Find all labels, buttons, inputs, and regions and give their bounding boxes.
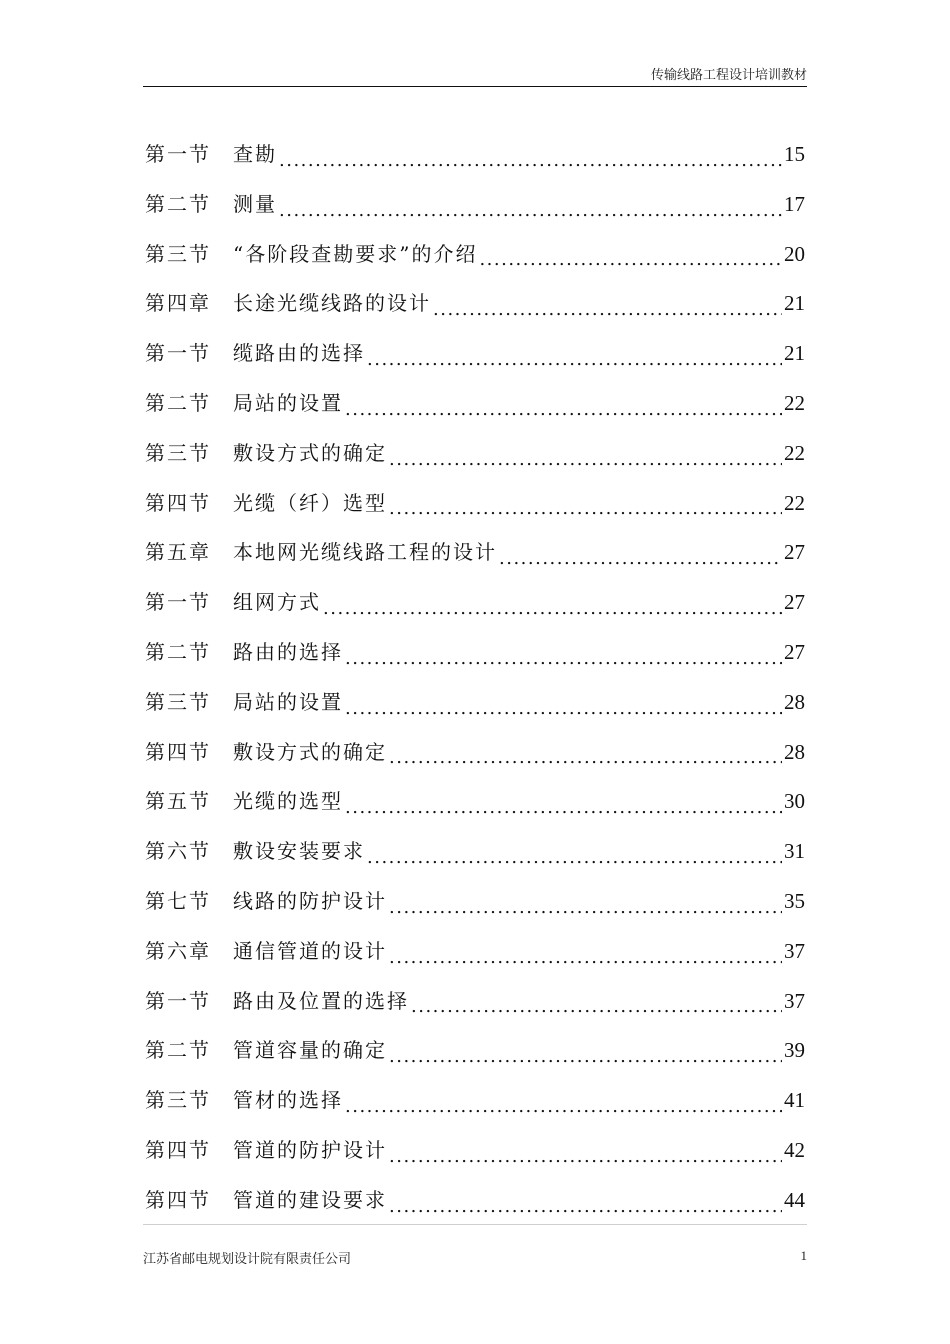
toc-entry[interactable] — [145, 628, 805, 678]
toc-dot-leader — [479, 248, 782, 268]
toc-entry[interactable] — [145, 180, 805, 230]
toc-dot-leader — [345, 647, 782, 667]
toc-entry-label: 第二节 — [145, 1038, 211, 1063]
toc-entry-page: 21 — [784, 341, 805, 366]
toc-entry-label: 第三节 — [145, 241, 211, 266]
toc-dot-leader — [279, 199, 782, 219]
toc-dot-leader — [389, 448, 782, 468]
toc-entry-title: 路由及位置的选择 — [233, 988, 409, 1013]
toc-dot-leader — [389, 497, 782, 517]
toc-entry-label: 第二节 — [145, 390, 211, 415]
toc-entry[interactable] — [145, 977, 805, 1027]
toc-entry-title: 管材的选择 — [233, 1088, 343, 1113]
toc-entry[interactable] — [145, 927, 805, 977]
toc-dot-leader — [389, 1145, 782, 1165]
toc-entry[interactable] — [145, 678, 805, 728]
toc-entry-label: 第七节 — [145, 888, 211, 913]
toc-dot-leader — [411, 995, 782, 1015]
toc-entry-label: 第一节 — [145, 988, 211, 1013]
toc-entry-title: 路由的选择 — [233, 639, 343, 664]
toc-entry-page: 37 — [784, 938, 805, 963]
toc-entry-page: 27 — [784, 590, 805, 615]
toc-entry-label: 第二节 — [145, 639, 211, 664]
toc-dot-leader — [345, 398, 782, 418]
toc-entry-label: 第一节 — [145, 590, 211, 615]
toc-entry-title: 局站的设置 — [233, 689, 343, 714]
footer-company: 江苏省邮电规划设计院有限责任公司 — [143, 1252, 352, 1267]
toc-entry-label: 第五节 — [145, 789, 211, 814]
toc-entry-title: 管道的防护设计 — [233, 1137, 387, 1162]
toc-dot-leader — [367, 348, 782, 368]
toc-entry-title: 长途光缆线路的设计 — [233, 291, 431, 316]
toc-entry-title: 组网方式 — [233, 590, 321, 615]
toc-dot-leader — [389, 1195, 782, 1215]
toc-entry-title: 光缆的选型 — [233, 789, 343, 814]
toc-entry-label: 第二节 — [145, 191, 211, 216]
toc-entry-page: 44 — [784, 1187, 805, 1212]
toc-entry-title: 敷设方式的确定 — [233, 440, 387, 465]
toc-entry-label: 第六章 — [145, 938, 211, 963]
toc-dot-leader — [323, 597, 782, 617]
toc-entry-title: 缆路由的选择 — [233, 341, 365, 366]
toc-entry[interactable] — [145, 777, 805, 827]
toc-entry-title: “各阶段查勘要求”的介绍 — [233, 241, 478, 266]
toc-dot-leader — [345, 1095, 782, 1115]
toc-entry-label: 第四节 — [145, 1137, 211, 1162]
toc-dot-leader — [499, 547, 782, 567]
toc-entry[interactable] — [145, 130, 805, 180]
table-of-contents — [145, 130, 805, 1226]
toc-entry-title: 测量 — [233, 191, 277, 216]
toc-dot-leader — [433, 298, 782, 318]
toc-entry-label: 第三节 — [145, 440, 211, 465]
toc-entry[interactable] — [145, 528, 805, 578]
toc-entry-title: 局站的设置 — [233, 390, 343, 415]
footer-rule — [143, 1224, 807, 1225]
toc-entry-page: 35 — [784, 888, 805, 913]
toc-dot-leader — [389, 1045, 782, 1065]
toc-dot-leader — [367, 846, 782, 866]
toc-entry-title: 查勘 — [233, 142, 277, 166]
toc-entry-title: 管道容量的确定 — [233, 1038, 387, 1063]
header-title: 传输线路工程设计培训教材 — [650, 68, 807, 83]
toc-entry[interactable] — [145, 279, 805, 329]
toc-entry-label: 第三节 — [145, 1088, 211, 1113]
toc-entry-label: 第五章 — [145, 540, 211, 565]
toc-dot-leader — [389, 896, 782, 916]
toc-entry-title: 线路的防护设计 — [233, 888, 387, 913]
footer-page-number: 1 — [800, 1248, 807, 1263]
toc-entry[interactable] — [145, 827, 805, 877]
toc-entry[interactable] — [145, 1076, 805, 1126]
toc-entry-label: 第四节 — [145, 1187, 211, 1212]
toc-entry-page: 22 — [784, 490, 805, 515]
toc-entry-page: 27 — [784, 540, 805, 565]
toc-entry[interactable] — [145, 578, 805, 628]
toc-entry[interactable] — [145, 1176, 805, 1226]
toc-entry-title: 通信管道的设计 — [233, 938, 387, 963]
toc-entry[interactable] — [145, 877, 805, 927]
toc-entry[interactable] — [145, 479, 805, 529]
toc-entry-title: 光缆（纤）选型 — [233, 490, 387, 515]
toc-entry-page: 27 — [784, 639, 805, 664]
toc-entry-label: 第四节 — [145, 739, 211, 764]
toc-entry-page: 22 — [784, 390, 805, 415]
toc-entry[interactable] — [145, 230, 805, 280]
toc-entry-label: 第四章 — [145, 291, 211, 316]
toc-entry-page: 39 — [784, 1038, 805, 1063]
toc-entry[interactable] — [145, 429, 805, 479]
toc-entry-page: 28 — [784, 689, 805, 714]
toc-dot-leader — [279, 149, 782, 169]
toc-entry-label: 第三节 — [145, 689, 211, 714]
toc-entry-page: 41 — [784, 1088, 805, 1113]
toc-dot-leader — [389, 946, 782, 966]
toc-entry-page: 22 — [784, 440, 805, 465]
toc-entry-title: 管道的建设要求 — [233, 1187, 387, 1212]
toc-entry-label: 第六节 — [145, 839, 211, 864]
toc-entry[interactable] — [145, 329, 805, 379]
toc-entry[interactable] — [145, 379, 805, 429]
toc-dot-leader — [345, 796, 782, 816]
toc-entry-page: 15 — [784, 142, 805, 166]
toc-entry-page: 17 — [784, 191, 805, 216]
toc-entry[interactable] — [145, 728, 805, 778]
toc-entry-page: 30 — [784, 789, 805, 814]
toc-entry-label: 第一节 — [145, 341, 211, 366]
toc-entry-page: 28 — [784, 739, 805, 764]
toc-entry-title: 敷设安装要求 — [233, 839, 365, 864]
toc-entry-page: 42 — [784, 1137, 805, 1162]
toc-entry-label: 第一节 — [145, 142, 211, 166]
toc-entry-title: 敷设方式的确定 — [233, 739, 387, 764]
toc-entry-page: 20 — [784, 241, 805, 266]
toc-entry-page: 21 — [784, 291, 805, 316]
toc-dot-leader — [345, 697, 782, 717]
toc-entry-page: 37 — [784, 988, 805, 1013]
toc-entry-title: 本地网光缆线路工程的设计 — [233, 540, 497, 565]
toc-entry[interactable] — [145, 1126, 805, 1176]
header-rule — [143, 86, 807, 87]
toc-entry-label: 第四节 — [145, 490, 211, 515]
toc-entry-page: 31 — [784, 839, 805, 864]
toc-dot-leader — [389, 746, 782, 766]
toc-entry[interactable] — [145, 1026, 805, 1076]
